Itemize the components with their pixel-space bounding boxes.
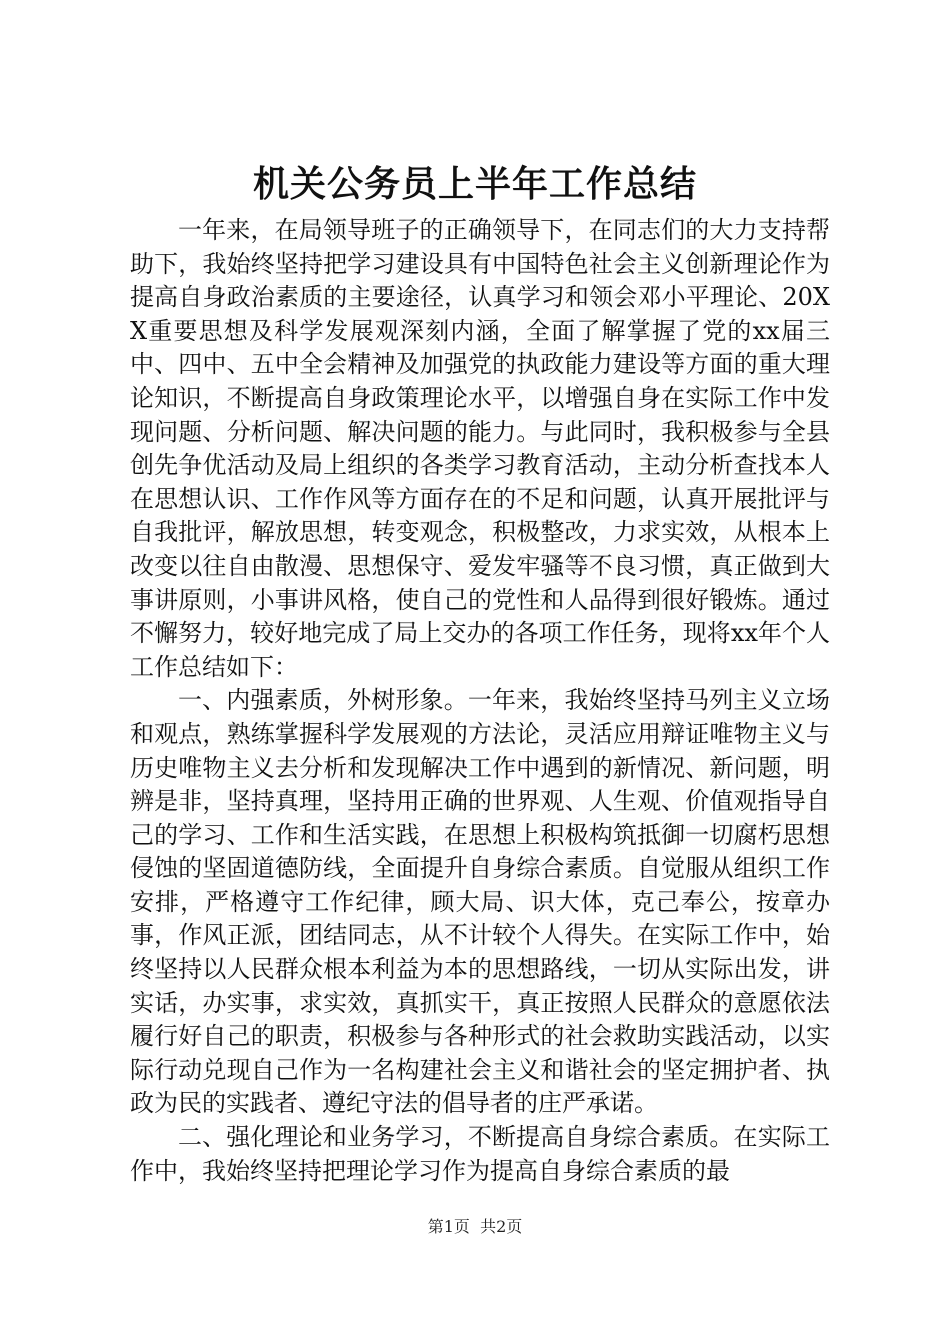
paragraph-section-two: 二、强化理论和业务学习，不断提高自身综合素质。在实际工作中，我始终坚持把理论学习作为提高自身综合素质的最 — [130, 1123, 830, 1185]
document-title: 机关公务员上半年工作总结 — [252, 163, 697, 205]
paragraph-section-one: 一、内强素质，外树形象。一年来，我始终坚持马列主义立场和观点，熟练掌握科学发展观的方法论，灵活应用辩证唯物主义与历史唯物主义去分析和发现解决工作中遇到的新情况、新问题，明辨是非，坚持真理，坚持用正确的世界观、人生观、价值观指导自己的学习、工作和生活实践，在思想上积极构筑抵御一切腐朽思想侵蚀的坚固道德防线，全面提升自身综合素质。自觉服从组织工作安排，严格遵守工作纪律，顾大局、识大体，克己奉公，按章办事，作风正派，团结同志，从不计较个人得失。在实际工作中，始终坚持以人民群众根本利益为本的思想路线，一切从实际出发，讲实话，办实事，求实效，真抓实干，真正按照人民群众的意愿依法履行好自己的职责，积极参与各种形式的社会救助实践活动，以实际行动兑现自己作为一名构建社会主义和谐社会的坚定拥护者、执政为民的实践者、遵纪守法的倡导者的庄严承诺。 — [130, 686, 830, 1118]
page-number: 第1页 — [427, 1217, 470, 1236]
paragraph-intro: 一年来，在局领导班子的正确领导下，在同志们的大力支持帮助下，我始终坚持把学习建设具有中国特色社会主义创新理论作为提高自身政治素质的主要途径，认真学习和领会邓小平理论、20XX重要思想及科学发展观深刻内涵，全面了解掌握了党的xx届三中、四中、五中全会精神及加强党的执政能力建设等方面的重大理论知识，不断提高自身政策理论水平，以增强自身在实际工作中发现问题、分析问题、解决问题的能力。与此同时，我积极参与全县创先争优活动及局上组织的各类学习教育活动，主动分析查找本人在思想认识、工作作风等方面存在的不足和问题，认真开展批评与自我批评，解放思想，转变观念，积极整改，力求实效，从根本上改变以往自由散漫、思想保守、爱发牢骚等不良习惯，真正做到大事讲原则，小事讲风格，使自己的党性和人品得到很好锻炼。通过不懈努力，较好地完成了局上交办的各项工作任务，现将xx年个人工作总结如下： — [130, 216, 830, 681]
page-footer — [0, 1215, 950, 1239]
page-total: 共2页 — [480, 1217, 523, 1236]
document-body — [130, 214, 830, 1188]
